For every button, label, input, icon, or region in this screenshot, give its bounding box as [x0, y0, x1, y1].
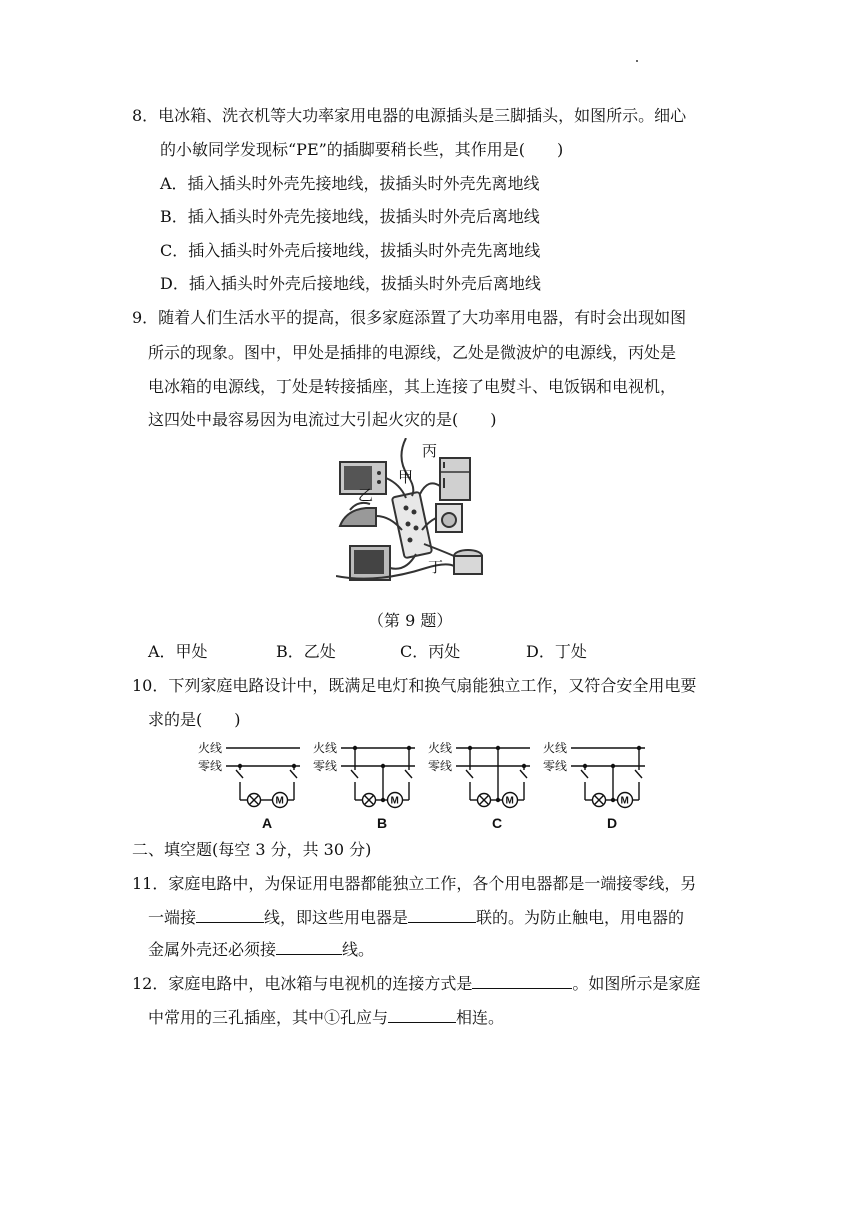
- q9-option-c: C．丙处: [400, 642, 461, 661]
- refrigerator-icon: [440, 458, 470, 500]
- q11-blank-1[interactable]: [196, 908, 264, 923]
- q10-stem-line-1: 10．下列家庭电路设计中，既满足电灯和换气扇能独立工作，又符合安全用电要: [132, 676, 697, 695]
- scan-dot: [636, 60, 638, 62]
- circuit-option-label: A: [262, 815, 273, 831]
- q10-stem-line-2: 求的是( ): [148, 710, 241, 729]
- neutral-wire-label: 零线: [313, 759, 338, 773]
- q12-text-part: 12．家庭电路中，电冰箱与电视机的连接方式是: [132, 974, 473, 993]
- q11-blank-2[interactable]: [408, 908, 476, 923]
- q11-blank-3[interactable]: [276, 940, 342, 955]
- motor-label: M: [390, 795, 399, 807]
- q9-figure-caption: （第 9 题）: [368, 611, 453, 630]
- switch-blade: [635, 770, 642, 778]
- neutral-wire-label: 零线: [198, 759, 223, 773]
- q8-option-a: A．插入插头时外壳先接地线，拔插头时外壳先离地线: [160, 174, 540, 193]
- q8-option-c: C．插入插头时外壳后接地线，拔插头时外壳先离地线: [160, 241, 541, 260]
- q11-text-part: 线，即这些用电器是: [264, 908, 409, 927]
- neutral-wire-label: 零线: [543, 759, 568, 773]
- section-2-title: 二、填空题(每空 3 分，共 30 分): [132, 840, 372, 859]
- switch-blade: [405, 770, 412, 778]
- neutral-wire-label: 零线: [428, 759, 453, 773]
- switch-blade: [351, 770, 358, 778]
- junction-dot: [381, 798, 385, 802]
- label-jia: 甲: [398, 470, 414, 486]
- iron-icon: [340, 503, 376, 526]
- q12-text-part: 相连。: [456, 1008, 505, 1027]
- circuit-option-label: D: [607, 815, 618, 831]
- q9-stem-line-1: 9．随着人们生活水平的提高，很多家庭添置了大功率用电器，有时会出现如图: [132, 308, 687, 327]
- switch-blade: [236, 770, 243, 778]
- q9-stem-line-2: 所示的现象。图中，甲处是插排的电源线，乙处是微波炉的电源线，丙处是: [148, 343, 677, 362]
- q12-blank-1[interactable]: [472, 974, 572, 989]
- live-wire-label: 火线: [428, 741, 453, 755]
- q12-blank-2[interactable]: [388, 1008, 456, 1023]
- switch-blade: [466, 770, 473, 778]
- washing-machine-icon: [436, 504, 462, 532]
- q11-line-1: 11．家庭电路中，为保证用电器都能独立工作，各个用电器都是一端接零线，另: [132, 874, 697, 893]
- q11-text-part: 联的。为防止触电，用电器的: [476, 908, 685, 927]
- q12-line-2: [148, 1008, 504, 1028]
- q9-option-a: A．甲处: [148, 642, 208, 661]
- label-bing: 丙: [422, 444, 438, 460]
- circuit-option-label: C: [492, 815, 503, 831]
- q8-stem-line-2: 的小敏同学发现标“PE”的插脚要稍长些，其作用是( ): [160, 140, 564, 159]
- junction-dot: [496, 798, 500, 802]
- q11-text-part: 一端接: [148, 908, 197, 927]
- label-ding: 丁: [428, 560, 444, 576]
- live-wire-label: 火线: [313, 741, 338, 755]
- q8-option-b: B．插入插头时外壳先接地线，拔插头时外壳后离地线: [160, 207, 540, 226]
- q9-option-d: D．丁处: [526, 642, 587, 661]
- q12-line-1: [132, 974, 700, 994]
- circuit-option-label: B: [377, 815, 388, 831]
- junction-dot: [611, 798, 615, 802]
- motor-label: M: [275, 795, 284, 807]
- q9-option-b: B．乙处: [276, 642, 336, 661]
- q9-appliances-figure: [336, 438, 496, 586]
- q11-text-part: 线。: [342, 940, 375, 959]
- switch-blade: [581, 770, 588, 778]
- q11-line-2: [148, 908, 684, 928]
- television-icon: [350, 546, 390, 580]
- q11-line-3: [148, 940, 374, 960]
- label-yi: 乙: [358, 488, 374, 504]
- live-wire-label: 火线: [198, 741, 223, 755]
- rice-cooker-icon: [454, 550, 482, 574]
- q10-circuit-diagrams: [196, 736, 656, 832]
- motor-label: M: [620, 795, 629, 807]
- q8-stem-line-1: 8．电冰箱、洗衣机等大功率家用电器的电源插头是三脚插头，如图所示。细心: [132, 106, 687, 125]
- q9-stem-line-4: 这四处中最容易因为电流过大引起火灾的是( ): [148, 410, 497, 429]
- q12-text-part: 。如图所示是家庭: [572, 974, 701, 993]
- q12-text-part: 中常用的三孔插座，其中①孔应与: [148, 1008, 389, 1027]
- junction-dot: [522, 764, 526, 768]
- q8-option-d: D．插入插头时外壳后接地线，拔插头时外壳后离地线: [160, 274, 541, 293]
- live-wire-label: 火线: [543, 741, 568, 755]
- q9-stem-line-3: 电冰箱的电源线，丁处是转接插座，其上连接了电熨斗、电饭锅和电视机，: [148, 377, 677, 396]
- motor-label: M: [505, 795, 514, 807]
- q11-text-part: 金属外壳还必须接: [148, 940, 277, 959]
- switch-blade: [520, 770, 527, 778]
- switch-blade: [290, 770, 297, 778]
